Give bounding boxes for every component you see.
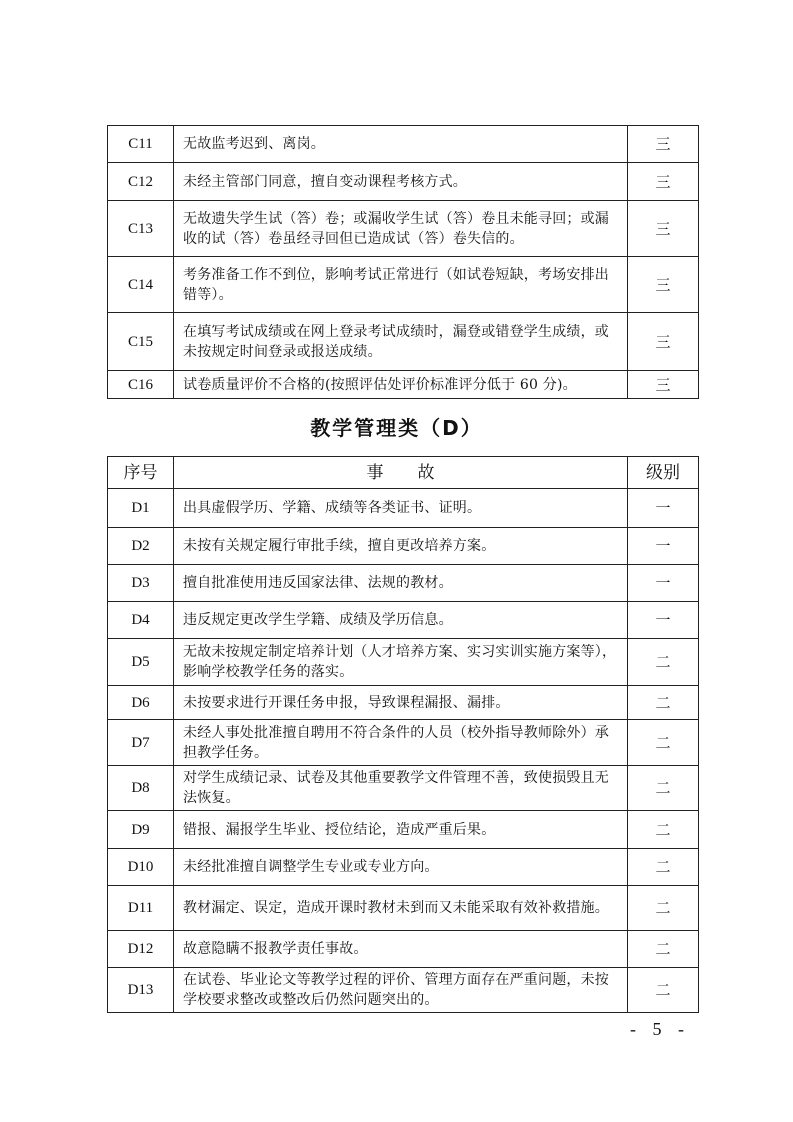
- row-level: 二: [628, 931, 699, 968]
- table-row: [108, 639, 699, 686]
- table-row: [108, 313, 699, 371]
- row-code: D11: [108, 886, 174, 931]
- row-level: 三: [628, 257, 699, 313]
- table-row: [108, 811, 699, 849]
- row-level: 一: [628, 602, 699, 639]
- row-description: 出具虚假学历、学籍、成绩等各类证书、证明。: [174, 489, 628, 528]
- row-level: 三: [628, 163, 699, 201]
- row-level: 三: [628, 126, 699, 163]
- page-number: - 5 -: [630, 1019, 690, 1039]
- row-level: 三: [628, 371, 699, 399]
- table-row: [108, 931, 699, 968]
- row-description: 考务准备工作不到位，影响考试正常进行（如试卷短缺，考场安排出错等）。: [174, 257, 628, 313]
- header-code: 序号: [108, 457, 174, 489]
- row-description: 在试卷、毕业论文等教学过程的评价、管理方面存在严重问题，未按学校要求整改或整改后仍然问题突出的。: [174, 968, 628, 1013]
- row-level: 二: [628, 886, 699, 931]
- row-description: 错报、漏报学生毕业、授位结论，造成严重后果。: [174, 811, 628, 849]
- header-description: 事 故: [174, 457, 628, 489]
- row-description: 违反规定更改学生学籍、成绩及学历信息。: [174, 602, 628, 639]
- table-section-d: [107, 456, 699, 1013]
- row-description: 故意隐瞒不报教学责任事故。: [174, 931, 628, 968]
- row-description: 未按有关规定履行审批手续，擅自更改培养方案。: [174, 528, 628, 565]
- row-description: 无故监考迟到、离岗。: [174, 126, 628, 163]
- row-code: C11: [108, 126, 174, 163]
- row-level: 一: [628, 565, 699, 602]
- row-level: 二: [628, 766, 699, 811]
- row-level: 二: [628, 849, 699, 886]
- table-row: [108, 766, 699, 811]
- row-level: 二: [628, 720, 699, 766]
- row-code: D7: [108, 720, 174, 766]
- row-level: 二: [628, 811, 699, 849]
- row-description: 未按要求进行开课任务申报，导致课程漏报、漏排。: [174, 686, 628, 720]
- row-description: 在填写考试成绩或在网上登录考试成绩时，漏登或错登学生成绩，或未按规定时间登录或报送成绩。: [174, 313, 628, 371]
- table-row: [108, 371, 699, 399]
- row-code: D8: [108, 766, 174, 811]
- row-code: C12: [108, 163, 174, 201]
- table-row: [108, 163, 699, 201]
- table-row: [108, 602, 699, 639]
- table-row: [108, 686, 699, 720]
- row-description: 试卷质量评价不合格的(按照评估处评价标准评分低于 60 分)。: [174, 371, 628, 399]
- row-code: C14: [108, 257, 174, 313]
- table-row: [108, 849, 699, 886]
- table-section-c: [107, 125, 699, 399]
- row-level: 一: [628, 489, 699, 528]
- row-code: C16: [108, 371, 174, 399]
- section-title: 教学管理类（D）: [310, 416, 483, 440]
- row-level: 三: [628, 201, 699, 257]
- table-row: [108, 257, 699, 313]
- row-code: D1: [108, 489, 174, 528]
- table-row: [108, 528, 699, 565]
- row-level: 三: [628, 313, 699, 371]
- row-code: D6: [108, 686, 174, 720]
- row-code: D10: [108, 849, 174, 886]
- table-row: [108, 720, 699, 766]
- row-level: 二: [628, 686, 699, 720]
- table-row: [108, 126, 699, 163]
- row-description: 教材漏定、误定，造成开课时教材未到而又未能采取有效补救措施。: [174, 886, 628, 931]
- header-level: 级别: [628, 457, 699, 489]
- row-code: D3: [108, 565, 174, 602]
- table-row: [108, 968, 699, 1013]
- row-code: D4: [108, 602, 174, 639]
- row-level: 一: [628, 528, 699, 565]
- row-description: 无故遗失学生试（答）卷；或漏收学生试（答）卷且未能寻回；或漏收的试（答）卷虽经寻回但已造成试（答）卷失信的。: [174, 201, 628, 257]
- row-description: 对学生成绩记录、试卷及其他重要教学文件管理不善，致使损毁且无法恢复。: [174, 766, 628, 811]
- table-row: [108, 565, 699, 602]
- row-description: 未经主管部门同意，擅自变动课程考核方式。: [174, 163, 628, 201]
- row-level: 二: [628, 639, 699, 686]
- table-row: [108, 201, 699, 257]
- row-code: D2: [108, 528, 174, 565]
- row-description: 擅自批准使用违反国家法律、法规的教材。: [174, 565, 628, 602]
- row-code: C15: [108, 313, 174, 371]
- row-code: C13: [108, 201, 174, 257]
- row-description: 未经批准擅自调整学生专业或专业方向。: [174, 849, 628, 886]
- row-code: D9: [108, 811, 174, 849]
- row-description: 无故未按规定制定培养计划（人才培养方案、实习实训实施方案等），影响学校教学任务的落实。: [174, 639, 628, 686]
- row-description: 未经人事处批准擅自聘用不符合条件的人员（校外指导教师除外）承担教学任务。: [174, 720, 628, 766]
- table-header-row: [108, 457, 699, 489]
- row-level: 二: [628, 968, 699, 1013]
- row-code: D12: [108, 931, 174, 968]
- table-row: [108, 489, 699, 528]
- row-code: D5: [108, 639, 174, 686]
- row-code: D13: [108, 968, 174, 1013]
- table-row: [108, 886, 699, 931]
